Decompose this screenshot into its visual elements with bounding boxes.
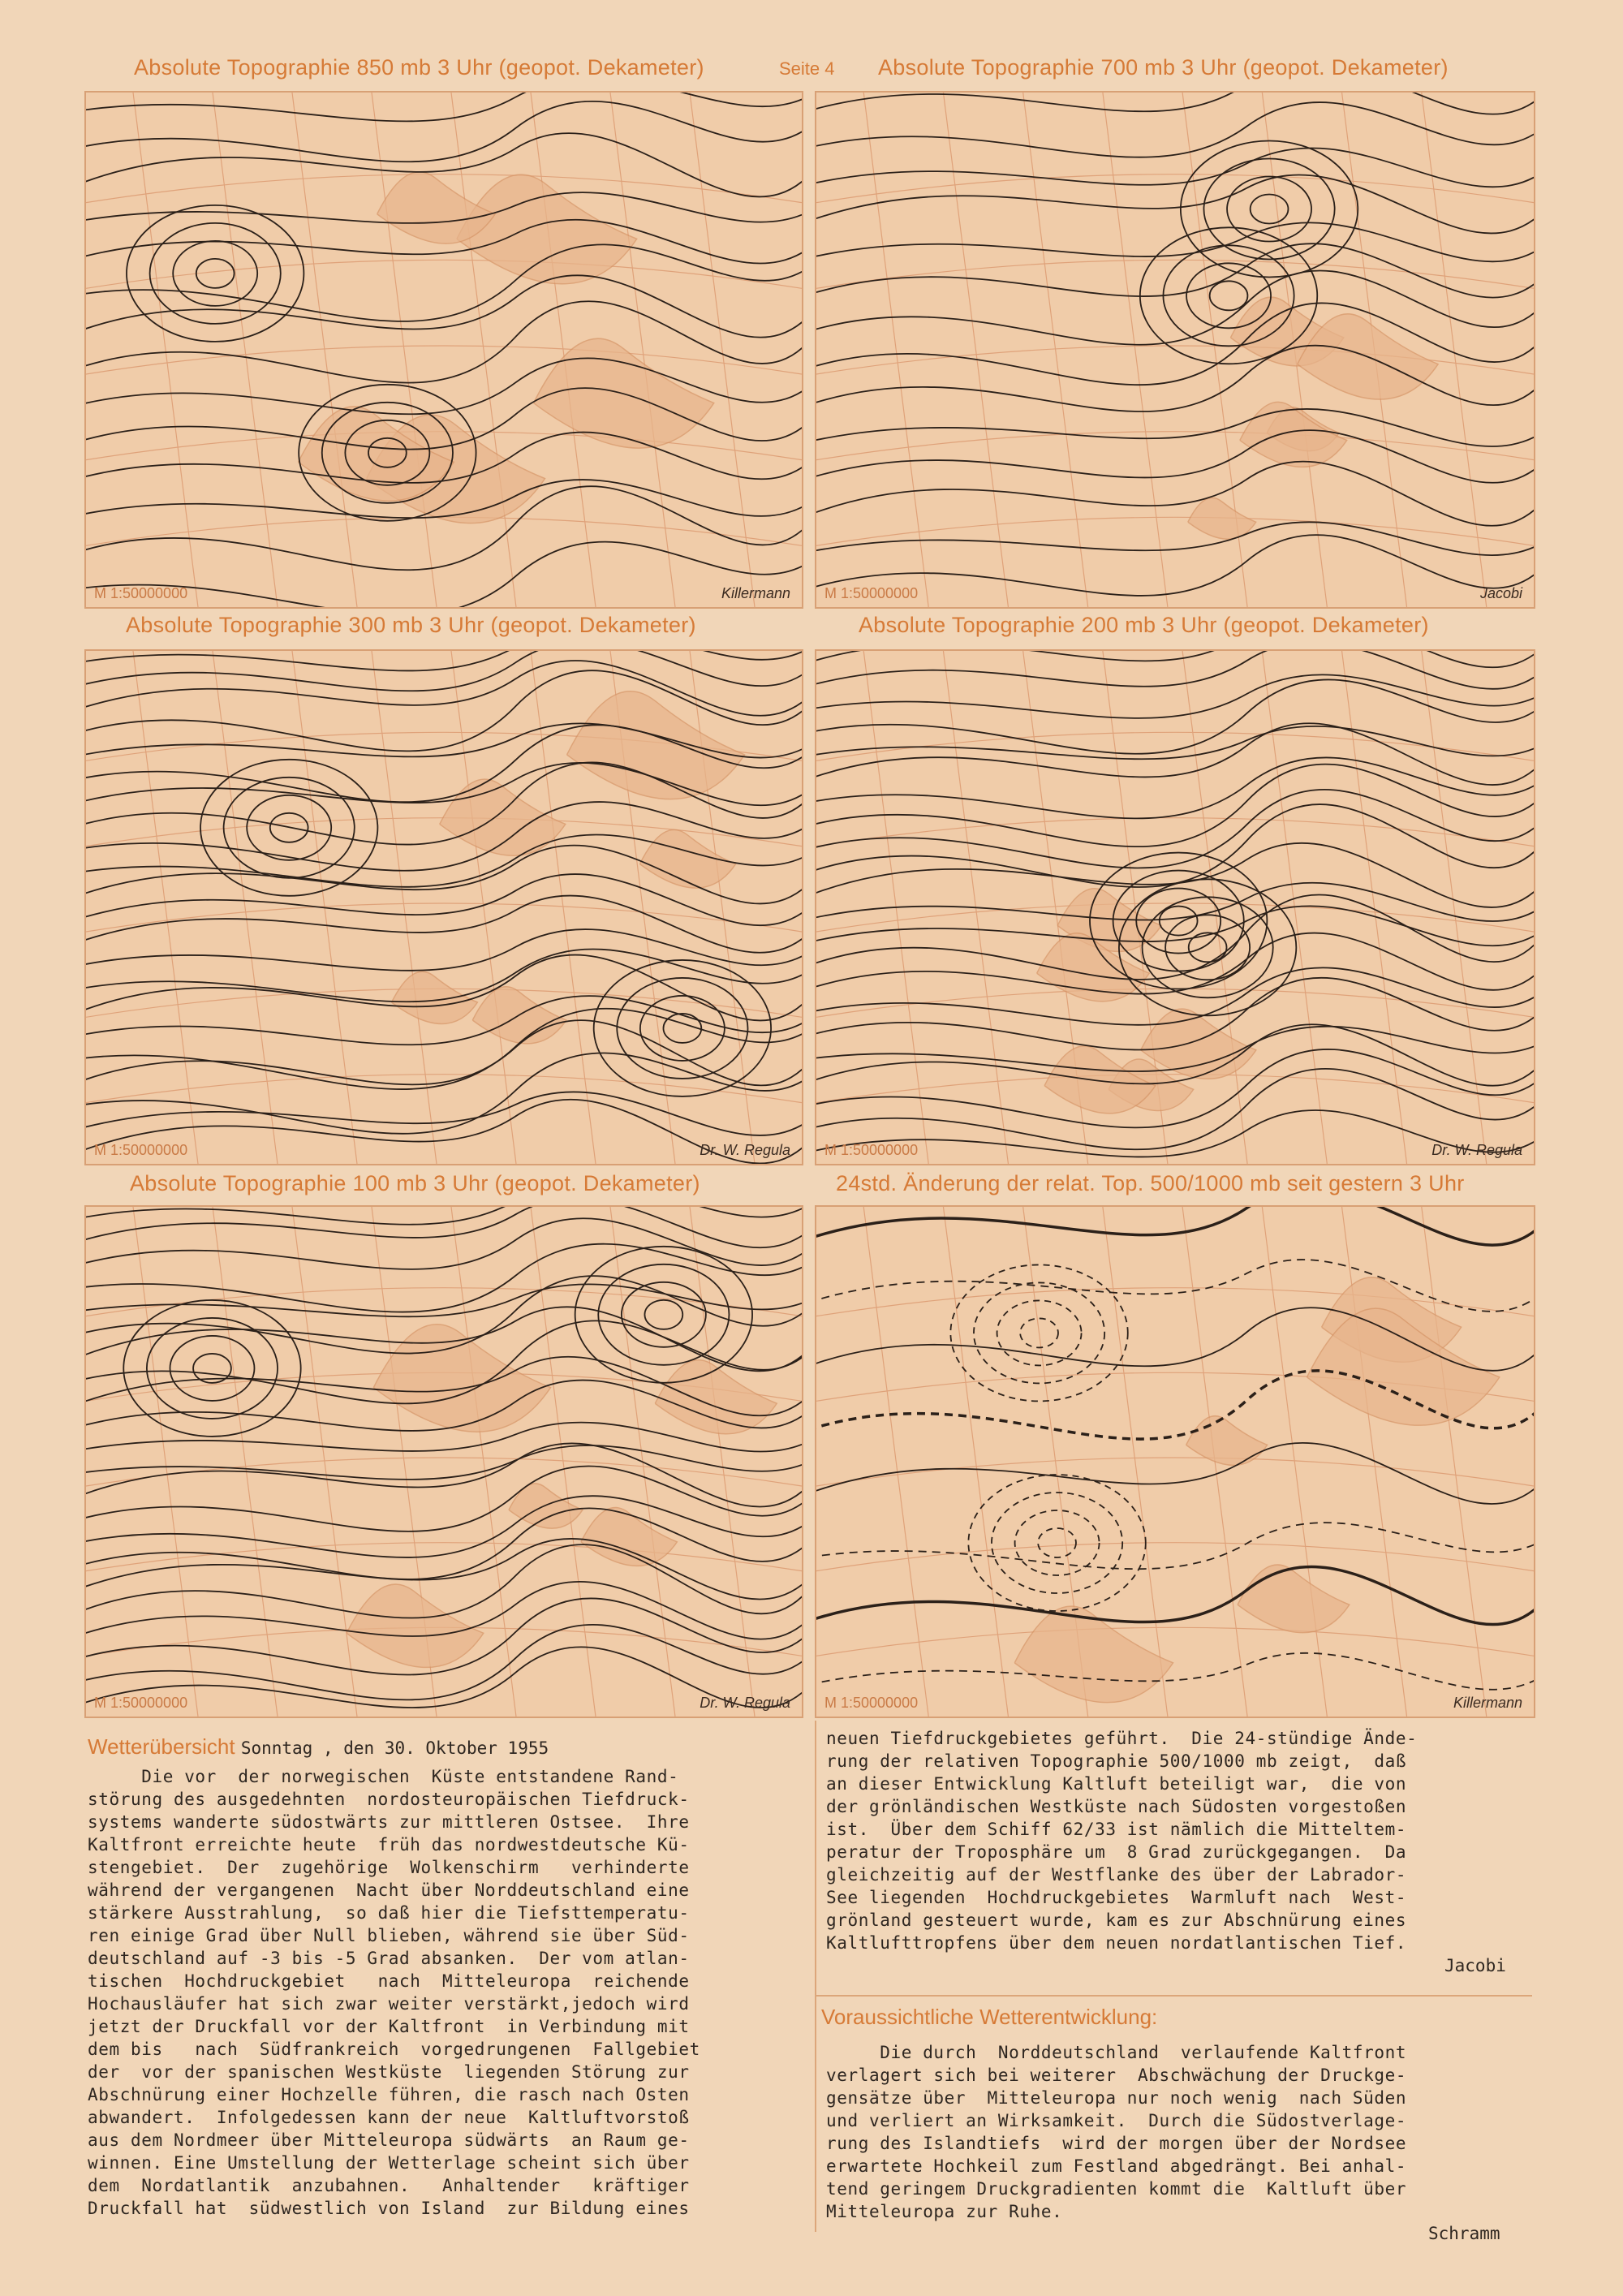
landmass-shape: [347, 1584, 484, 1667]
contour-line: [86, 1207, 802, 1225]
parallel-line: [816, 260, 1534, 288]
overview-text-right: [826, 1727, 1417, 1954]
closed-contour: [598, 1264, 729, 1365]
closed-contour: [1038, 1528, 1076, 1557]
overview-text-line: der vor der spanischen Westküste liegenden Störung zur: [88, 2062, 690, 2082]
overview-text-line: See liegenden Hochdruckgebietes Warmluft nach West-: [826, 1888, 1407, 1907]
landmass-shape: [639, 829, 735, 888]
contour-line: [816, 522, 1534, 555]
landmass-shape: [457, 174, 637, 284]
closed-contour: [1203, 159, 1334, 260]
parallel-line: [816, 517, 1534, 545]
overview-text-line: an dieser Entwicklung Kaltluft beteiligt war, die von: [826, 1774, 1407, 1794]
map-100mb: [84, 1205, 803, 1718]
meridian-line: [863, 1207, 928, 1717]
map-title-300: Absolute Topographie 300 mb 3 Uhr (geopot. Dekameter): [126, 613, 696, 637]
overview-text-line: rung der relativen Topographie 500/1000 mb zeigt, daß: [826, 1751, 1407, 1771]
parallel-line: [86, 517, 802, 545]
overview-text-line: Abschnürung einer Hochzelle führen, die rasch nach Osten: [88, 2085, 690, 2104]
author-label: Killermann: [721, 585, 790, 601]
overview-text-line: stärkere Ausstrahlung, so daß hier die Tiefsttemperatu-: [88, 1903, 690, 1923]
map-700mb: [815, 91, 1535, 609]
forecast-text-line: erwartete Hochkeil zum Festland abgedrängt. Bei anhal-: [826, 2156, 1407, 2176]
overview-text-line: Hochausläufer hat sich zwar weiter verstärkt,jedoch wird: [88, 1994, 690, 2014]
closed-contour: [992, 1493, 1122, 1593]
contour-line: [816, 757, 1534, 818]
overview-text-line: dem Nordatlantik anzubahnen. Anhaltender kräftiger: [88, 2176, 690, 2195]
parallel-line: [86, 346, 802, 374]
author-label: Jacobi: [1479, 585, 1522, 601]
overview-text-line: systems wanderte südostwärts zur mittleren Ostsee. Ihre: [88, 1812, 690, 1832]
overview-heading: [88, 1734, 549, 1760]
contour-line: [86, 1100, 802, 1164]
landmass-shape: [1238, 1565, 1350, 1633]
closed-contour: [644, 1300, 682, 1329]
forecast-text-line: tend geringem Druckgradienten kommt die Kaltluft über: [826, 2179, 1407, 2199]
contour-line: [86, 1284, 802, 1316]
meridian-line: [1103, 93, 1168, 607]
contour-map-200: [816, 651, 1534, 1164]
overview-text-line: winnen. Eine Umstellung der Wetterlage scheint sich über: [88, 2153, 690, 2173]
overview-text-left: [88, 1765, 700, 2220]
overview-heading-label: Wetterübersicht: [88, 1734, 235, 1759]
contour-line: [816, 804, 1534, 887]
overview-text-line: peratur der Troposphäre um 8 Grad zurückgegangen. Da: [826, 1842, 1407, 1862]
meridian-line: [1422, 93, 1487, 607]
author-label: Killermann: [1453, 1695, 1522, 1711]
contour-line: [816, 726, 1534, 759]
contour-line: [816, 409, 1534, 446]
overview-text-line: abwandert. Infolgedessen kann der neue Kaltluftvorstoß: [88, 2108, 690, 2127]
meridian-line: [213, 651, 278, 1164]
map-title-200: Absolute Topographie 200 mb 3 Uhr (geopot. Dekameter): [859, 613, 1429, 637]
author-label: Dr. W. Regula: [700, 1695, 790, 1711]
contour-line: [86, 542, 802, 607]
forecast-text-line: und verliert an Wirksamkeit. Durch die Südostverlage-: [826, 2111, 1407, 2130]
forecast-text-line: Die durch Norddeutschland verlaufende Kaltfront: [826, 2043, 1407, 2062]
closed-contour: [1227, 177, 1311, 242]
contour-line: [86, 275, 802, 337]
map-300mb: [84, 649, 803, 1165]
parallel-line: [86, 903, 802, 932]
contour-line: [816, 1523, 1534, 1569]
closed-contour: [147, 1318, 278, 1419]
overview-text-line: deutschland auf -3 bis -5 Grad absanken. Der vom atlan-: [88, 1949, 690, 1968]
overview-text-line: tischen Hochdruckgebiet nach Mitteleuropa reichende: [88, 1971, 690, 1991]
closed-contour: [150, 223, 281, 324]
meridian-line: [133, 93, 198, 607]
overview-text-line: neuen Tiefdruckgebietes geführt. Die 24-stündige Ände-: [826, 1729, 1418, 1748]
text-divider: [815, 1721, 816, 2232]
meridian-line: [372, 651, 437, 1164]
contour-line: [816, 243, 1534, 297]
scale-label: M 1:50000000: [94, 1695, 188, 1711]
map-200mb: [815, 649, 1535, 1165]
scale-label: M 1:50000000: [94, 1142, 188, 1158]
contour-line: [86, 651, 802, 670]
map-850mb: [84, 91, 803, 609]
contour-map-100: [86, 1207, 802, 1717]
closed-contour: [127, 205, 304, 342]
contour-line: [86, 1496, 802, 1557]
meridian-line: [451, 93, 516, 607]
overview-text-line: Druckfall hat südwestlich von Island zur Bildung eines: [88, 2199, 690, 2218]
overview-text-line: aus dem Nordmeer über Mitteleuropa südwärts an Raum ge-: [88, 2130, 690, 2150]
contour-line: [816, 765, 1534, 847]
landmass-shape: [377, 172, 495, 243]
overview-text-line: stengebiet. Der zugehörige Wolkenschirm verhinderte: [88, 1858, 690, 1877]
overview-text-line: während der vergangenen Nacht über Norddeutschland eine: [88, 1880, 690, 1900]
scale-label: M 1:50000000: [824, 585, 919, 601]
parallel-line: [816, 174, 1534, 203]
meridian-line: [213, 93, 278, 607]
contour-line: [816, 102, 1534, 157]
contour-line: [816, 1566, 1534, 1624]
contour-map-850: [86, 93, 802, 607]
contour-line: [816, 148, 1534, 187]
landmass-shape: [440, 779, 566, 855]
overview-text-line: störung des ausgedehnten nordosteuropäischen Tiefdruck-: [88, 1790, 690, 1809]
contour-line: [816, 933, 1534, 994]
meridian-line: [213, 1207, 278, 1717]
closed-contour: [1210, 281, 1248, 310]
contour-map-700: [816, 93, 1534, 607]
map-title-700: Absolute Topographie 700 mb 3 Uhr (geopot. Dekameter): [878, 55, 1449, 80]
closed-contour: [1015, 1510, 1100, 1575]
parallel-line: [816, 1627, 1534, 1656]
contour-line: [86, 1020, 802, 1085]
meridian-line: [690, 93, 755, 607]
overview-text-line: Kaltfront erreichte heute früh das nordwestdeutsche Kü-: [88, 1835, 690, 1854]
meridian-line: [1182, 651, 1247, 1164]
closed-contour: [170, 1336, 254, 1401]
overview-text-line: ist. Über dem Schiff 62/33 ist nämlich die Mitteltem-: [826, 1820, 1407, 1839]
meridian-line: [690, 1207, 755, 1717]
overview-text-line: Kaltlufttropfens über dem neuen nordatlantischen Tief.: [826, 1933, 1407, 1953]
meridian-line: [943, 93, 1008, 607]
closed-contour: [173, 241, 257, 306]
closed-contour: [1160, 907, 1198, 936]
author-label: Dr. W. Regula: [1431, 1142, 1522, 1158]
landmass-shape: [1044, 1046, 1156, 1114]
closed-contour: [1251, 195, 1289, 224]
parallel-line: [816, 1543, 1534, 1571]
text-divider: [815, 1995, 1532, 1997]
forecast-signature: Schramm: [1428, 2224, 1500, 2243]
contour-line: [86, 93, 802, 121]
forecast-text-line: Mitteleuropa zur Ruhe.: [826, 2202, 1063, 2221]
landmass-shape: [581, 1508, 677, 1566]
parallel-line: [816, 1458, 1534, 1486]
overview-text-line: der grönländischen Westküste nach Südosten vorgestoßen: [826, 1797, 1407, 1816]
overview-date: Sonntag , den 30. Oktober 1955: [240, 1738, 549, 1758]
forecast-heading: Voraussichtliche Wetterentwicklung:: [821, 2005, 1158, 2029]
contour-line: [86, 1508, 802, 1579]
map-title-850: Absolute Topographie 850 mb 3 Uhr (geopot. Dekameter): [134, 55, 704, 80]
closed-contour: [1165, 915, 1250, 980]
overview-text-line: jetzt der Druckfall vor der Kaltfront in Verbindung mit: [88, 2017, 690, 2036]
meridian-line: [451, 651, 516, 1164]
author-label: Dr. W. Regula: [700, 1142, 790, 1158]
parallel-line: [86, 1075, 802, 1103]
contour-line: [816, 1110, 1534, 1157]
scale-label: M 1:50000000: [824, 1142, 919, 1158]
map-title-100: Absolute Topographie 100 mb 3 Uhr (geopot. Dekameter): [130, 1171, 700, 1195]
forecast-text: [826, 2041, 1406, 2223]
contour-map-300: [86, 651, 802, 1164]
scale-label: M 1:50000000: [824, 1695, 919, 1711]
meridian-line: [690, 651, 755, 1164]
meridian-line: [943, 1207, 1008, 1717]
parallel-line: [816, 432, 1534, 460]
contour-line: [816, 93, 1534, 114]
closed-contour: [123, 1300, 300, 1437]
forecast-text-line: rung des Islandtiefs wird der morgen über der Nordsee: [826, 2134, 1407, 2153]
overview-text-line: gleichzeitig auf der Westflanke des über der Labrador-: [826, 1865, 1407, 1885]
page-number: Seite 4: [779, 58, 835, 79]
contour-line: [816, 1260, 1534, 1312]
closed-contour: [1189, 933, 1227, 962]
parallel-line: [86, 1543, 802, 1571]
overview-signature: Jacobi: [1444, 1956, 1506, 1975]
contour-line: [816, 674, 1534, 718]
contour-line: [86, 896, 802, 953]
scale-label: M 1:50000000: [94, 585, 188, 601]
closed-contour: [640, 996, 725, 1061]
contour-line: [816, 1443, 1534, 1504]
overview-text-line: ren einige Grad über Null blieben, während sie über Süd-: [88, 1926, 690, 1945]
landmass-shape: [1240, 402, 1347, 467]
meridian-line: [133, 651, 198, 1164]
map-title-change: 24std. Änderung der relat. Top. 500/1000 mb seit gestern 3 Uhr: [836, 1171, 1465, 1195]
contour-line: [816, 651, 1534, 667]
forecast-text-line: gensätze über Mitteleuropa nur noch wenig nach Süden: [826, 2088, 1407, 2108]
meridian-line: [863, 93, 928, 607]
contour-map-change: [816, 1207, 1534, 1717]
map-change-500-1000: [815, 1205, 1535, 1718]
contour-line: [86, 301, 802, 382]
landmass-shape: [1188, 498, 1256, 539]
landmass-shape: [1141, 1009, 1256, 1079]
overview-text-line: dem bis nach Südfrankreich vorgedrungenen Fallgebiet: [88, 2040, 700, 2059]
forecast-text-line: verlagert sich bei weiterer Abschwächung der Druckge-: [826, 2066, 1407, 2085]
landmass-shape: [392, 971, 478, 1023]
overview-text-line: Die vor der norwegischen Küste entstandene Rand-: [88, 1767, 679, 1786]
contour-line: [816, 270, 1534, 344]
contour-line: [816, 462, 1534, 526]
overview-text-line: grönland gesteuert wurde, kam es zur Abschnürung eines: [826, 1910, 1407, 1930]
meridian-line: [1422, 1207, 1487, 1717]
